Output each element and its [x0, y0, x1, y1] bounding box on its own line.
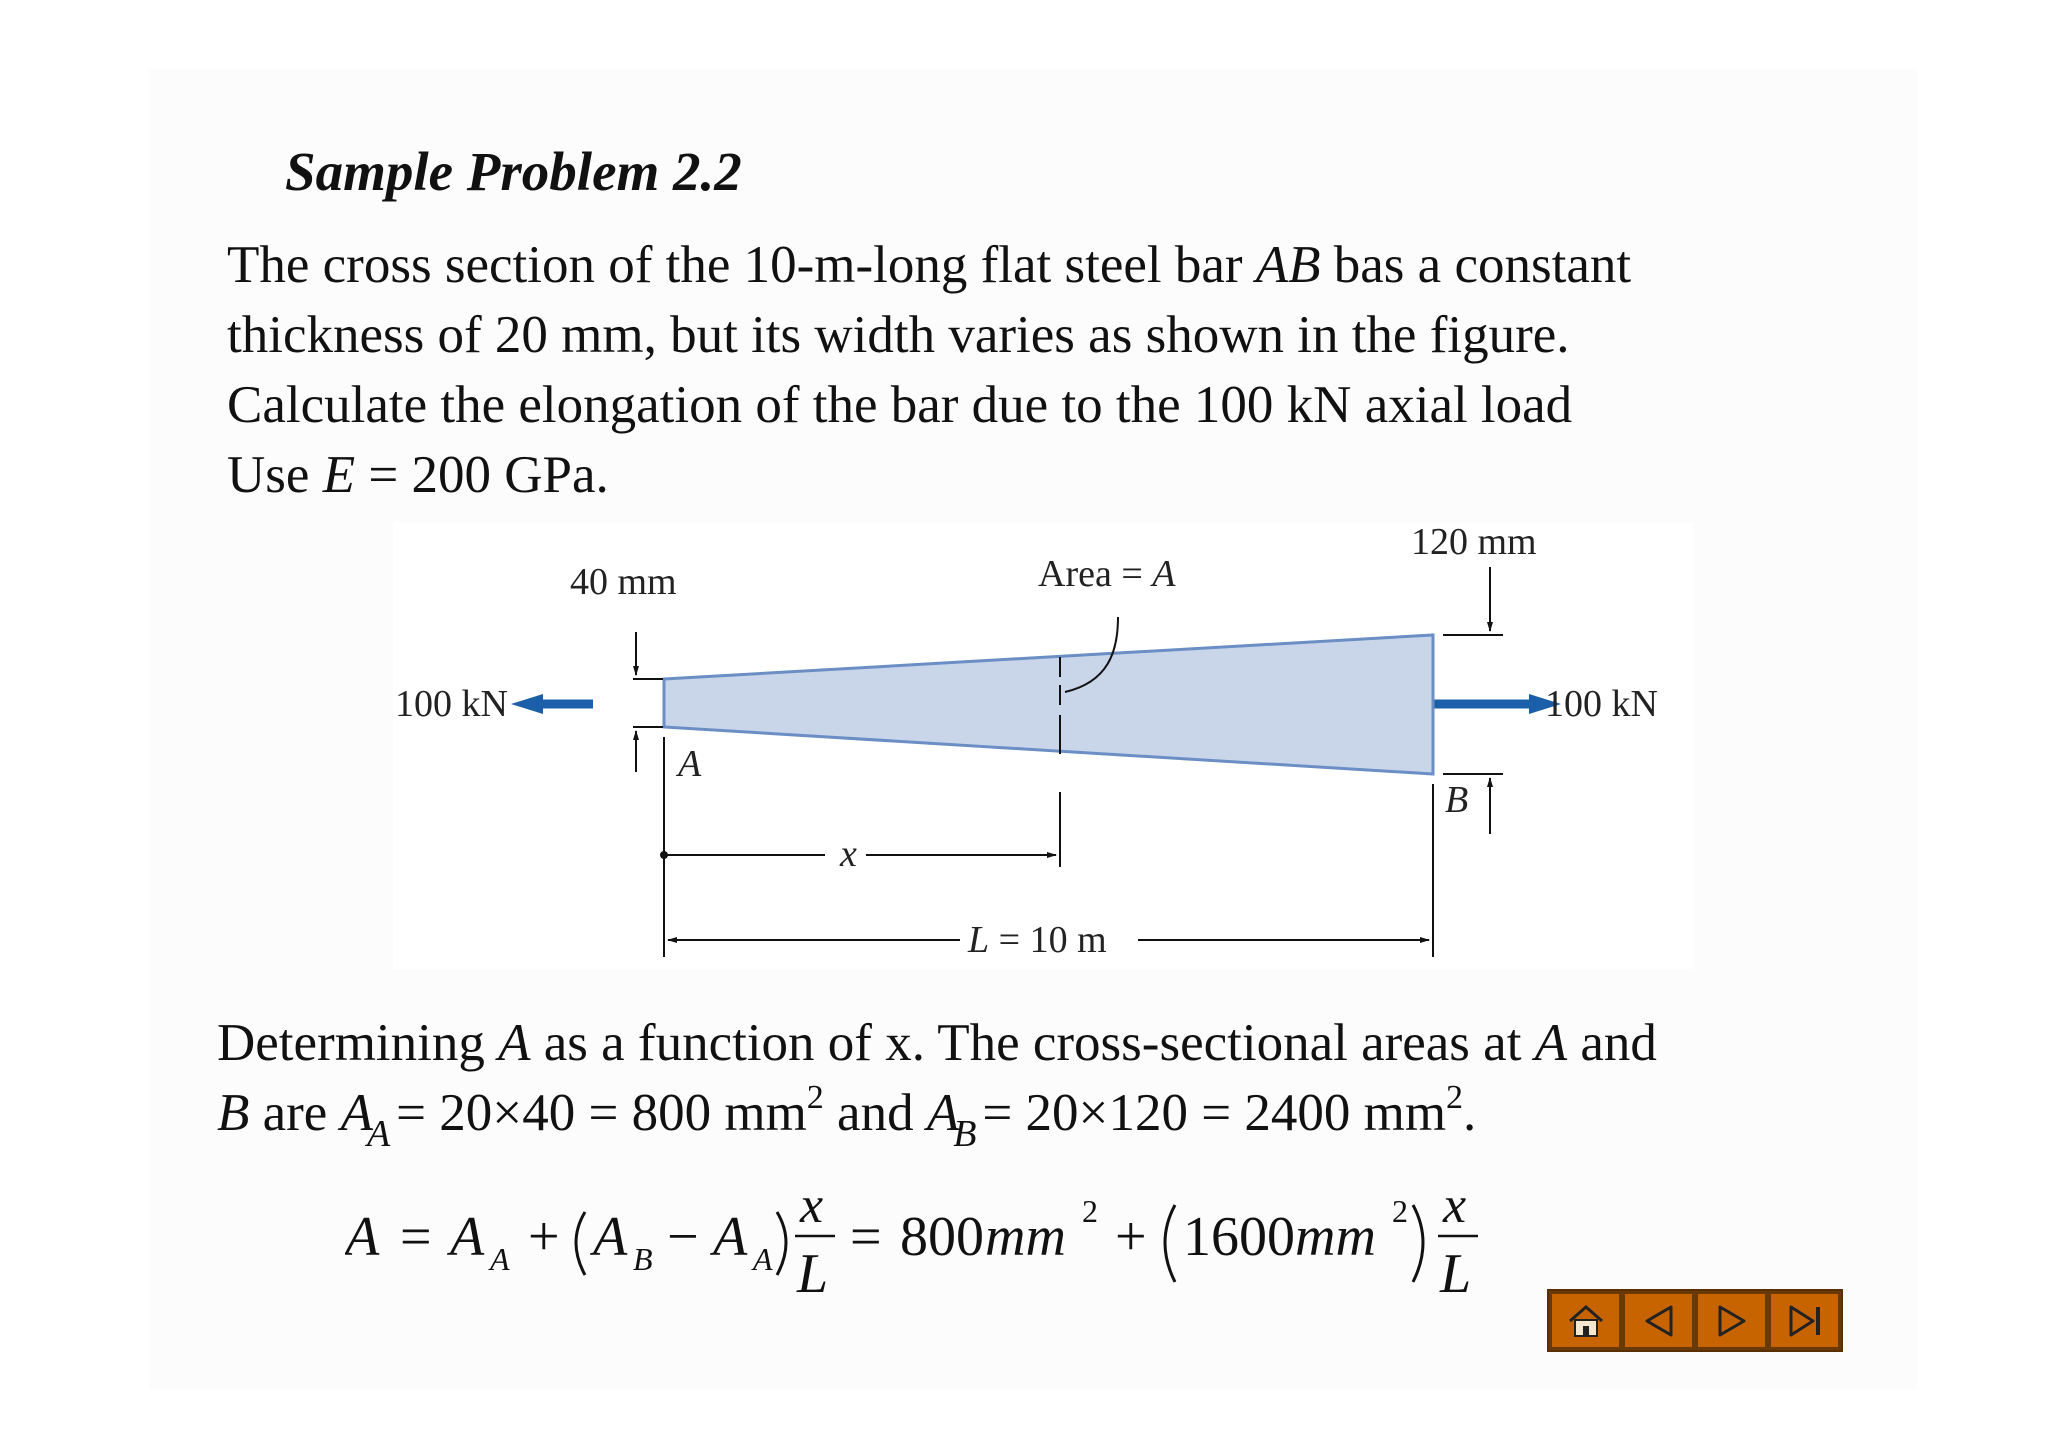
- slide-title: Sample Problem 2.2: [285, 141, 742, 202]
- svg-text:=: =: [400, 1206, 432, 1268]
- svg-text:=: =: [850, 1206, 882, 1268]
- x-dimension: [661, 852, 1056, 858]
- svg-text:2: 2: [1082, 1193, 1098, 1229]
- load-arrow-left: [511, 694, 593, 714]
- svg-text:A: A: [593, 1206, 628, 1268]
- svg-text:L: L: [797, 1243, 829, 1305]
- tapered-bar: [664, 635, 1433, 774]
- next-button[interactable]: [1695, 1291, 1768, 1350]
- point-label-a: A: [678, 743, 702, 785]
- next-icon: [1712, 1303, 1752, 1339]
- load-arrow-right: [1433, 694, 1561, 714]
- slide-navigation: [1547, 1289, 1843, 1352]
- svg-text:+: +: [528, 1206, 560, 1268]
- determining-line-2: B are $A_A = 20\times 40 = 800$ $mm^2$ and $A_B = 20\times 120 = 2400$ $mm^2$.: [217, 1079, 1477, 1155]
- svg-text:mm: mm: [985, 1206, 1066, 1268]
- svg-text:x: x: [1443, 1177, 1467, 1234]
- x-label: x: [840, 833, 857, 875]
- last-icon: [1785, 1303, 1825, 1339]
- problem-statement: [227, 230, 1827, 510]
- area-label: Area = A: [1038, 553, 1176, 595]
- svg-text:A: A: [345, 1206, 380, 1268]
- svg-text:A: A: [713, 1206, 748, 1268]
- svg-text:L: L: [1440, 1243, 1472, 1305]
- point-label-b: B: [1445, 779, 1469, 821]
- svg-text:+: +: [1115, 1206, 1147, 1268]
- width-label-right: 120 mm: [1411, 522, 1537, 563]
- svg-text:B: B: [633, 1241, 653, 1277]
- svg-text:−: −: [667, 1206, 699, 1268]
- home-icon: [1566, 1303, 1606, 1339]
- problem-line-3: Calculate the elongation of the bar due to the 100 kN axial load: [227, 376, 1573, 434]
- load-label-right: 100 kN: [1545, 683, 1658, 725]
- svg-text:A: A: [450, 1206, 485, 1268]
- svg-text:mm: mm: [1295, 1206, 1376, 1268]
- previous-button[interactable]: [1622, 1291, 1695, 1350]
- length-label: L = 10 m: [968, 919, 1107, 961]
- determining-text: [217, 1008, 1857, 1155]
- svg-text:A: A: [490, 1241, 510, 1277]
- tapered-bar-figure: [393, 522, 1693, 969]
- svg-text:A: A: [753, 1241, 773, 1277]
- load-label-left: 100 kN: [395, 683, 508, 725]
- last-slide-button[interactable]: [1768, 1291, 1841, 1350]
- svg-text:1600: 1600: [1183, 1206, 1295, 1268]
- width-label-left: 40 mm: [570, 561, 677, 603]
- svg-text:800: 800: [900, 1206, 984, 1268]
- svg-text:2: 2: [1392, 1193, 1408, 1229]
- problem-line-1: The cross section of the 10-m-long flat steel bar AB bas a constant: [227, 236, 1632, 294]
- problem-line-4: Use E = 200 GPa.: [227, 446, 609, 504]
- area-equation: [345, 1170, 1545, 1320]
- home-button[interactable]: [1549, 1291, 1622, 1350]
- svg-text:x: x: [800, 1177, 824, 1234]
- problem-line-2: thickness of 20 mm, but its width varies as shown in the figure.: [227, 306, 1570, 364]
- width-dimension-left: [633, 632, 663, 772]
- determining-line-1: Determining A as a function of x. The cross-sectional areas at A and: [217, 1014, 1657, 1072]
- previous-icon: [1639, 1303, 1679, 1339]
